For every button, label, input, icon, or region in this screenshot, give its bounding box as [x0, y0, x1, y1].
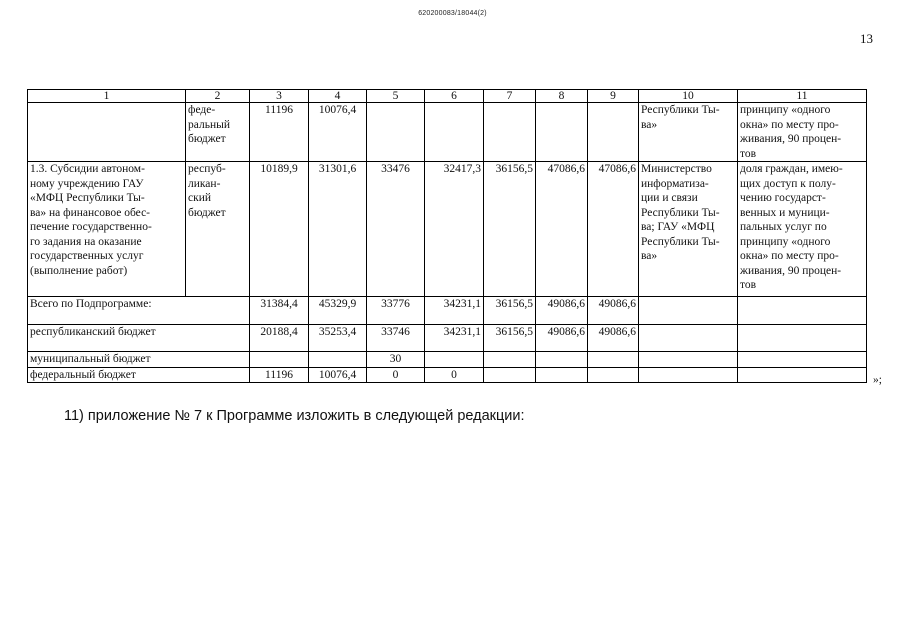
table-row-federal-budget: [28, 367, 867, 383]
cell-value: 36156,5: [484, 297, 536, 325]
table-row-total: [28, 297, 867, 325]
column-header: 10: [639, 90, 738, 103]
column-header: 3: [250, 90, 309, 103]
cell-value: 31301,6: [309, 162, 367, 297]
cell-budget-type: респуб- ликан- ский бюджет: [186, 162, 250, 297]
cell-value: 49086,6: [588, 297, 639, 325]
cell-empty: [639, 325, 738, 352]
cell-value: 20188,4: [250, 325, 309, 352]
cell-empty: [367, 103, 425, 162]
column-header: 6: [425, 90, 484, 103]
column-header: 4: [309, 90, 367, 103]
row-label: Всего по Подпрограмме:: [28, 297, 250, 325]
cell-empty: [250, 352, 309, 368]
cell-empty: [536, 103, 588, 162]
cell-budget-type: феде- ральный бюджет: [186, 103, 250, 162]
cell-executor: Министерство информатиза- ции и связи Республики Ты- ва; ГАУ «МФЦ Республики Ты- ва»: [639, 162, 738, 297]
cell-value: 47086,6: [536, 162, 588, 297]
column-header: 5: [367, 90, 425, 103]
cell-indicator: принципу «одного окна» по месту про- живания, 90 процен- тов: [738, 103, 867, 162]
cell-value: 34231,1: [425, 325, 484, 352]
cell-empty: [484, 367, 536, 383]
table-row-1-3: [28, 162, 867, 297]
cell-empty: [425, 352, 484, 368]
cell-value: 30: [367, 352, 425, 368]
page-number: 13: [860, 31, 873, 46]
cell-executor: Республики Ты- ва»: [639, 103, 738, 162]
column-header: 7: [484, 90, 536, 103]
cell-measure-description: 1.3. Субсидии автоном- ному учреждению ГАУ «МФЦ Республики Ты- ва» на финансовое обес- печение государственно- го задания на оказание государственных услуг (выполнение работ): [28, 162, 186, 297]
table-row-republic-budget: [28, 325, 867, 352]
cell-empty: [639, 297, 738, 325]
cell-empty: [484, 103, 536, 162]
cell-empty: [536, 352, 588, 368]
document-id: 620200083/18044(2): [418, 10, 487, 17]
column-header: 8: [536, 90, 588, 103]
cell-empty: [738, 325, 867, 352]
column-header: 11: [738, 90, 867, 103]
cell-value: 11196: [250, 367, 309, 383]
cell-empty: [425, 103, 484, 162]
cell-value: 0: [367, 367, 425, 383]
cell-value: 49086,6: [536, 325, 588, 352]
cell-value: 10189,9: [250, 162, 309, 297]
cell-empty: [536, 367, 588, 383]
row-label: муниципальный бюджет: [28, 352, 250, 368]
column-header: 1: [28, 90, 186, 103]
cell-value: 49086,6: [588, 325, 639, 352]
cell-value: 36156,5: [484, 325, 536, 352]
cell-indicator: доля граждан, имею- щих доступ к полу- чению государст- венных и муници- пальных услуг по принципу «одного окна» по месту про- живания, 90 процен- тов: [738, 162, 867, 297]
cell-value: 34231,1: [425, 297, 484, 325]
cell-value: 35253,4: [309, 325, 367, 352]
column-header: 2: [186, 90, 250, 103]
cell-empty: [28, 103, 186, 162]
cell-value: 33476: [367, 162, 425, 297]
cell-value: 32417,3: [425, 162, 484, 297]
cell-empty: [588, 103, 639, 162]
cell-value: 31384,4: [250, 297, 309, 325]
cell-empty: [639, 352, 738, 368]
column-header-row: [28, 90, 867, 103]
cell-value: 47086,6: [588, 162, 639, 297]
cell-empty: [639, 367, 738, 383]
cell-value: 45329,9: [309, 297, 367, 325]
budget-table: [27, 89, 867, 383]
cell-value: 0: [425, 367, 484, 383]
row-label: федеральный бюджет: [28, 367, 250, 383]
column-header: 9: [588, 90, 639, 103]
cell-empty: [309, 352, 367, 368]
cell-value: 10076,4: [309, 103, 367, 162]
table-row-municipal-budget: [28, 352, 867, 368]
cell-value: 10076,4: [309, 367, 367, 383]
cell-empty: [738, 297, 867, 325]
closing-quote-mark: »;: [873, 374, 882, 386]
table-row-continuation: [28, 103, 867, 162]
cell-empty: [484, 352, 536, 368]
cell-value: 36156,5: [484, 162, 536, 297]
cell-value: 49086,6: [536, 297, 588, 325]
cell-value: 33746: [367, 325, 425, 352]
amendment-instruction: 11) приложение № 7 к Программе изложить в следующей редакции:: [64, 408, 525, 424]
cell-empty: [738, 352, 867, 368]
cell-value: 33776: [367, 297, 425, 325]
row-label: республиканский бюджет: [28, 325, 250, 352]
cell-empty: [588, 352, 639, 368]
cell-value: 11196: [250, 103, 309, 162]
cell-empty: [738, 367, 867, 383]
cell-empty: [588, 367, 639, 383]
